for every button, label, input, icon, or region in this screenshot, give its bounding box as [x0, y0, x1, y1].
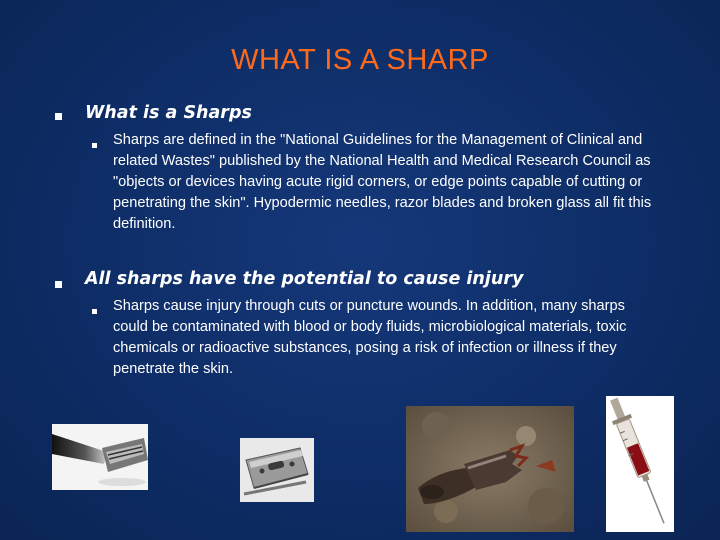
bullet-marker: [55, 281, 62, 288]
section-text-definition: Sharps are defined in the "National Guidelines for the Management of Clinical and related Wastes" published by the National Health and Medical Research Council as "objects or devices having acute rigid corners, or edge points capable of cutting or penetrating the skin". Hypodermic needles, razor blades and broken glass all fit this definition.: [113, 132, 652, 232]
bullet-marker: [55, 113, 62, 120]
section-heading-what-is-sharps: What is a Sharps: [85, 103, 252, 123]
sub-bullet-marker: [92, 143, 97, 148]
sub-bullet-marker: [92, 309, 97, 314]
razor-image: [52, 424, 148, 490]
syringe-image: [606, 396, 674, 532]
razor-blade-image: [240, 438, 314, 502]
broken-glass-image: [406, 406, 574, 532]
slide-title: WHAT IS A SHARP: [231, 44, 489, 76]
section-text-injury: Sharps cause injury through cuts or puncture wounds. In addition, many sharps could be contaminated with blood or body fluids, microbiological materials, toxic chemicals or radioactive substances, posing a risk of infection or illness if they penetrate the skin.: [113, 298, 627, 377]
section-heading-injury: All sharps have the potential to cause injury: [85, 269, 524, 289]
